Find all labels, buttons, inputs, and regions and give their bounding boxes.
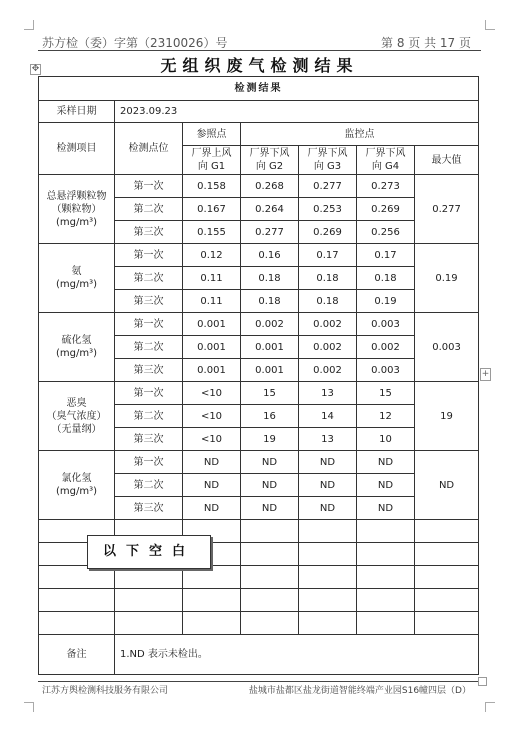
measurement-value: 0.002 — [299, 359, 357, 382]
measurement-value: 0.18 — [299, 290, 357, 313]
measurement-value: ND — [183, 451, 241, 474]
measurement-value: 0.001 — [183, 313, 241, 336]
results-table — [38, 76, 479, 675]
sample-time: 第三次 — [115, 497, 183, 520]
measurement-value: ND — [357, 497, 415, 520]
blank-cell — [115, 612, 183, 635]
blank-cell — [299, 543, 357, 566]
crop-mark-bottom-right — [485, 702, 495, 712]
measurement-value: ND — [183, 474, 241, 497]
sample-time: 第三次 — [115, 290, 183, 313]
blank-cell — [39, 589, 115, 612]
max-value: ND — [415, 451, 479, 520]
blank-cell — [115, 589, 183, 612]
measurement-value: <10 — [183, 382, 241, 405]
table-row — [39, 451, 479, 474]
measurement-value: 15 — [241, 382, 299, 405]
measurement-value: 0.18 — [241, 290, 299, 313]
blank-stamp: 以下空白 — [87, 535, 211, 569]
sample-time: 第三次 — [115, 359, 183, 382]
sample-time: 第三次 — [115, 428, 183, 451]
blank-cell — [415, 566, 479, 589]
page-info: 第 8 页 共 17 页 — [381, 36, 471, 50]
blank-cell — [299, 589, 357, 612]
measurement-value: 0.277 — [299, 175, 357, 198]
point-g1: 厂界上风 向 G1 — [183, 146, 241, 175]
measurement-value: 0.269 — [357, 198, 415, 221]
header-item: 检测项目 — [39, 123, 115, 175]
measurement-value: 0.155 — [183, 221, 241, 244]
measurement-value: 0.273 — [357, 175, 415, 198]
blank-cell — [357, 612, 415, 635]
measurement-value: 0.002 — [241, 313, 299, 336]
blank-cell — [299, 520, 357, 543]
remark-text: 1.ND 表示未检出。 — [115, 635, 479, 675]
blank-cell — [415, 589, 479, 612]
measurement-value: <10 — [183, 405, 241, 428]
measurement-value: 0.17 — [357, 244, 415, 267]
blank-cell — [241, 543, 299, 566]
measurement-value: 0.268 — [241, 175, 299, 198]
measurement-value: 0.003 — [357, 313, 415, 336]
sample-time: 第一次 — [115, 451, 183, 474]
pollutant-name: 氨 (mg/m³) — [39, 244, 115, 313]
measurement-value: 0.18 — [299, 267, 357, 290]
measurement-value: ND — [357, 474, 415, 497]
blank-cell — [415, 520, 479, 543]
measurement-value: 19 — [241, 428, 299, 451]
blank-cell — [299, 566, 357, 589]
measurement-value: 13 — [299, 382, 357, 405]
blank-cell — [39, 612, 115, 635]
measurement-value: 0.158 — [183, 175, 241, 198]
point-g2: 厂界下风 向 G2 — [241, 146, 299, 175]
measurement-value: ND — [357, 451, 415, 474]
blank-cell — [415, 612, 479, 635]
sample-time: 第二次 — [115, 267, 183, 290]
point-g3: 厂界下风 向 G3 — [299, 146, 357, 175]
header-reference: 参照点 — [183, 123, 241, 146]
footer-company: 江苏方舆检测科技服务有限公司 — [42, 686, 169, 696]
measurement-value: 0.12 — [183, 244, 241, 267]
blank-cell — [183, 612, 241, 635]
header-rule — [38, 50, 481, 51]
sampling-date-value: 2023.09.23 — [115, 101, 479, 123]
measurement-value: 10 — [357, 428, 415, 451]
table-resize-handle-icon[interactable] — [478, 677, 487, 686]
pollutant-name: 氯化氢 (mg/m³) — [39, 451, 115, 520]
measurement-value: 16 — [241, 405, 299, 428]
measurement-value: 0.16 — [241, 244, 299, 267]
column-insert-icon[interactable]: + — [481, 369, 490, 379]
table-row — [39, 313, 479, 336]
measurement-value: 0.001 — [241, 336, 299, 359]
pollutant-name: 总悬浮颗粒物 （颗粒物） (mg/m³) — [39, 175, 115, 244]
footer-address: 盐城市盐都区盐龙街道智能终端产业园S16幢四层（D） — [248, 686, 471, 696]
measurement-value: 0.002 — [357, 336, 415, 359]
crop-mark-top-left — [24, 20, 34, 30]
sample-time: 第一次 — [115, 175, 183, 198]
measurement-value: ND — [299, 474, 357, 497]
blank-cell — [183, 589, 241, 612]
measurement-value: 0.277 — [241, 221, 299, 244]
sample-time: 第一次 — [115, 382, 183, 405]
measurement-value: <10 — [183, 428, 241, 451]
measurement-value: 0.253 — [299, 198, 357, 221]
table-caption: 检测结果 — [39, 77, 479, 101]
max-value: 0.277 — [415, 175, 479, 244]
sample-time: 第一次 — [115, 313, 183, 336]
table-row — [39, 175, 479, 198]
blank-cell — [415, 543, 479, 566]
table-move-handle-icon[interactable]: ✥ — [31, 64, 40, 74]
measurement-value: 0.167 — [183, 198, 241, 221]
measurement-value: 0.256 — [357, 221, 415, 244]
measurement-value: 0.001 — [183, 359, 241, 382]
measurement-value: 0.17 — [299, 244, 357, 267]
sample-time: 第三次 — [115, 221, 183, 244]
blank-cell — [241, 612, 299, 635]
sample-time: 第二次 — [115, 474, 183, 497]
sample-time: 第二次 — [115, 405, 183, 428]
blank-cell — [241, 566, 299, 589]
measurement-value: 15 — [357, 382, 415, 405]
table-row — [39, 244, 479, 267]
measurement-value: 0.269 — [299, 221, 357, 244]
measurement-value: ND — [299, 451, 357, 474]
point-g4: 厂界下风 向 G4 — [357, 146, 415, 175]
footer-rule — [38, 681, 481, 682]
crop-mark-top-right — [485, 20, 495, 30]
document-title: 无组织废气检测结果 — [160, 56, 359, 75]
measurement-value: 0.002 — [299, 336, 357, 359]
header-point: 检测点位 — [115, 123, 183, 175]
measurement-value: ND — [241, 474, 299, 497]
sample-time: 第二次 — [115, 198, 183, 221]
measurement-value: ND — [183, 497, 241, 520]
blank-cell — [357, 520, 415, 543]
measurement-value: 0.001 — [183, 336, 241, 359]
measurement-value: ND — [299, 497, 357, 520]
max-value: 0.003 — [415, 313, 479, 382]
measurement-value: 0.264 — [241, 198, 299, 221]
blank-cell — [241, 520, 299, 543]
measurement-value: ND — [241, 497, 299, 520]
blank-row — [39, 612, 479, 635]
blank-row — [39, 589, 479, 612]
measurement-value: 0.11 — [183, 290, 241, 313]
header-max: 最大值 — [415, 146, 479, 175]
blank-cell — [357, 543, 415, 566]
sampling-date-label: 采样日期 — [39, 101, 115, 123]
measurement-value: 0.11 — [183, 267, 241, 290]
pollutant-name: 硫化氢 (mg/m³) — [39, 313, 115, 382]
pollutant-name: 恶臭 （臭气浓度） （无量纲） — [39, 382, 115, 451]
measurement-value: 12 — [357, 405, 415, 428]
blank-cell — [241, 589, 299, 612]
sample-time: 第二次 — [115, 336, 183, 359]
blank-cell — [357, 566, 415, 589]
max-value: 19 — [415, 382, 479, 451]
measurement-value: 0.002 — [299, 313, 357, 336]
measurement-value: 14 — [299, 405, 357, 428]
max-value: 0.19 — [415, 244, 479, 313]
measurement-value: 13 — [299, 428, 357, 451]
measurement-value: 0.19 — [357, 290, 415, 313]
blank-cell — [357, 589, 415, 612]
measurement-value: 0.003 — [357, 359, 415, 382]
crop-mark-bottom-left — [24, 702, 34, 712]
remark-label: 备注 — [39, 635, 115, 675]
measurement-value: 0.18 — [357, 267, 415, 290]
measurement-value: 0.001 — [241, 359, 299, 382]
measurement-value: 0.18 — [241, 267, 299, 290]
measurement-value: ND — [241, 451, 299, 474]
sample-time: 第一次 — [115, 244, 183, 267]
blank-cell — [299, 612, 357, 635]
table-row — [39, 382, 479, 405]
report-number: 苏方检（委）字第（2310026）号 — [42, 36, 228, 50]
header-monitor: 监控点 — [241, 123, 479, 146]
